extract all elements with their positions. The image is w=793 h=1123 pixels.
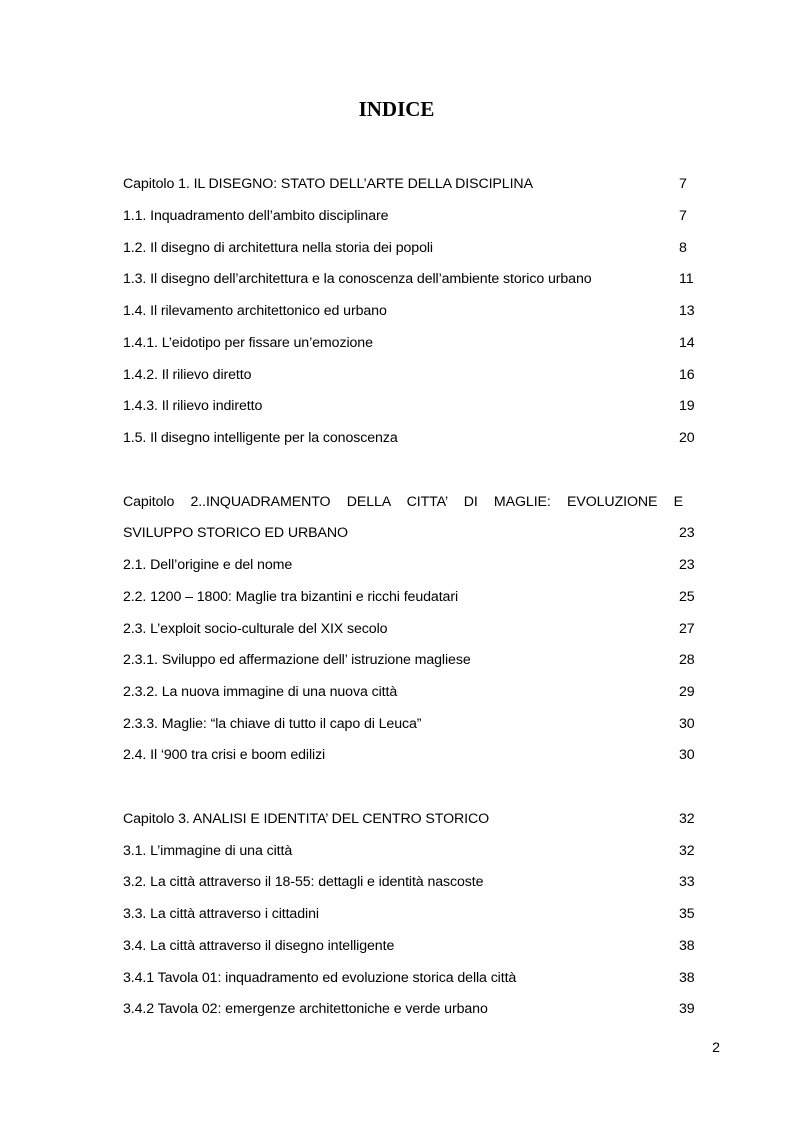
toc-entry-label: 2.3.2. La nuova immagine di una nuova città xyxy=(123,684,398,700)
page-number: 2 xyxy=(712,1040,720,1056)
toc-entry-label: 2.2. 1200 – 1800: Maglie tra bizantini e ricchi feudatari xyxy=(123,589,459,605)
toc-entry-page: 8 xyxy=(679,240,687,256)
toc-entry[interactable] xyxy=(123,395,700,417)
toc-entry-label: 1.5. Il disegno intelligente per la conoscenza xyxy=(123,430,398,446)
toc-entry-label: 1.4.2. Il rilievo diretto xyxy=(123,367,252,383)
toc-entry[interactable] xyxy=(123,300,700,322)
toc-entry-label: 3.4. La città attraverso il disegno intelligente xyxy=(123,938,395,954)
toc-entry[interactable] xyxy=(123,871,700,893)
toc-entry-page: 29 xyxy=(679,684,695,700)
toc-entry[interactable] xyxy=(123,205,700,227)
toc-entry-label: 1.1. Inquadramento dell’ambito disciplinare xyxy=(123,208,389,224)
toc-entry[interactable] xyxy=(123,681,700,703)
toc-entry-label: 2.3.3. Maglie: “la chiave di tutto il capo di Leuca” xyxy=(123,716,422,732)
toc-entry-page: 23 xyxy=(679,557,695,573)
toc-entry-chapter-2-continued[interactable] xyxy=(123,522,700,544)
toc-entry-page: 28 xyxy=(679,652,695,668)
toc-entry-label: 3.4.1 Tavola 01: inquadramento ed evoluzione storica della città xyxy=(123,970,517,986)
toc-entry[interactable] xyxy=(123,935,700,957)
toc-entry-label: 2.3.1. Sviluppo ed affermazione dell’ istruzione magliese xyxy=(123,652,471,668)
toc-entry-page: 32 xyxy=(679,811,695,827)
toc-entry-page: 7 xyxy=(679,208,687,224)
page-title: INDICE xyxy=(358,97,435,121)
toc-entry-page: 25 xyxy=(679,589,695,605)
toc-entry-label: SVILUPPO STORICO ED URBANO xyxy=(123,525,348,541)
toc-entry[interactable] xyxy=(123,364,700,386)
toc-entry-chapter-1[interactable] xyxy=(123,173,700,195)
toc-entry[interactable] xyxy=(123,268,700,290)
toc-entry[interactable] xyxy=(123,586,700,608)
toc-entry[interactable] xyxy=(123,713,700,735)
toc-entry-label: 2.4. Il ‘900 tra crisi e boom edilizi xyxy=(123,747,326,763)
toc-entry-label: Capitolo 2..INQUADRAMENTO DELLA CITTA’ DI MAGLIE: EVOLUZIONE E xyxy=(123,494,683,510)
toc-entry-label: Capitolo 3. ANALISI E IDENTITA’ DEL CENTRO STORICO xyxy=(123,811,490,827)
toc-entry-page: 27 xyxy=(679,621,695,637)
toc-entry-page: 23 xyxy=(679,525,695,541)
toc-entry-page: 30 xyxy=(679,747,695,763)
toc-entry-page: 38 xyxy=(679,938,695,954)
toc-entry[interactable] xyxy=(123,744,700,766)
toc-entry-page: 33 xyxy=(679,874,695,890)
toc-entry-label: 1.4. Il rilevamento architettonico ed urbano xyxy=(123,303,387,319)
toc-entry[interactable] xyxy=(123,237,700,259)
toc-entry-label: 3.3. La città attraverso i cittadini xyxy=(123,906,319,922)
toc-entry[interactable] xyxy=(123,649,700,671)
toc-entry[interactable] xyxy=(123,998,700,1020)
toc-entry-label: 2.1. Dell’origine e del nome xyxy=(123,557,293,573)
toc-entry-page: 30 xyxy=(679,716,695,732)
toc-entry-label: 1.3. Il disegno dell’architettura e la conoscenza dell’ambiente storico urbano xyxy=(123,271,592,287)
toc-entry-page: 38 xyxy=(679,970,695,986)
toc-entry-page: 11 xyxy=(679,271,694,287)
toc-entry-page: 20 xyxy=(679,430,695,446)
toc-entry-chapter-2[interactable] xyxy=(123,491,700,513)
toc-entry[interactable] xyxy=(123,427,700,449)
toc-entry-label: 1.4.3. Il rilievo indiretto xyxy=(123,398,263,414)
toc-entry-label: 2.3. L’exploit socio-culturale del XIX secolo xyxy=(123,621,388,637)
toc-entry[interactable] xyxy=(123,554,700,576)
toc-entry-page: 14 xyxy=(679,335,695,351)
toc-entry-label: Capitolo 1. IL DISEGNO: STATO DELL’ARTE DELLA DISCIPLINA xyxy=(123,176,533,192)
toc-entry-label: 3.2. La città attraverso il 18-55: dettagli e identità nascoste xyxy=(123,874,484,890)
toc-entry-page: 19 xyxy=(679,398,695,414)
toc-entry-chapter-3[interactable] xyxy=(123,808,700,830)
toc-entry-page: 32 xyxy=(679,843,695,859)
toc-entry[interactable] xyxy=(123,332,700,354)
toc-entry-label: 3.1. L’immagine di una città xyxy=(123,843,293,859)
toc-entry-label: 1.2. Il disegno di architettura nella storia dei popoli xyxy=(123,240,433,256)
toc-entry-page: 39 xyxy=(679,1001,695,1017)
toc-entry-page: 35 xyxy=(679,906,695,922)
toc-entry-page: 7 xyxy=(679,176,687,192)
toc-entry-label: 1.4.1. L’eidotipo per fissare un’emozione xyxy=(123,335,373,351)
toc-entry[interactable] xyxy=(123,840,700,862)
toc-entry[interactable] xyxy=(123,618,700,640)
toc-entry-page: 13 xyxy=(679,303,695,319)
toc-entry[interactable] xyxy=(123,903,700,925)
toc-entry[interactable] xyxy=(123,967,700,989)
toc-entry-page: 16 xyxy=(679,367,695,383)
toc-entry-label: 3.4.2 Tavola 02: emergenze architettoniche e verde urbano xyxy=(123,1001,488,1017)
